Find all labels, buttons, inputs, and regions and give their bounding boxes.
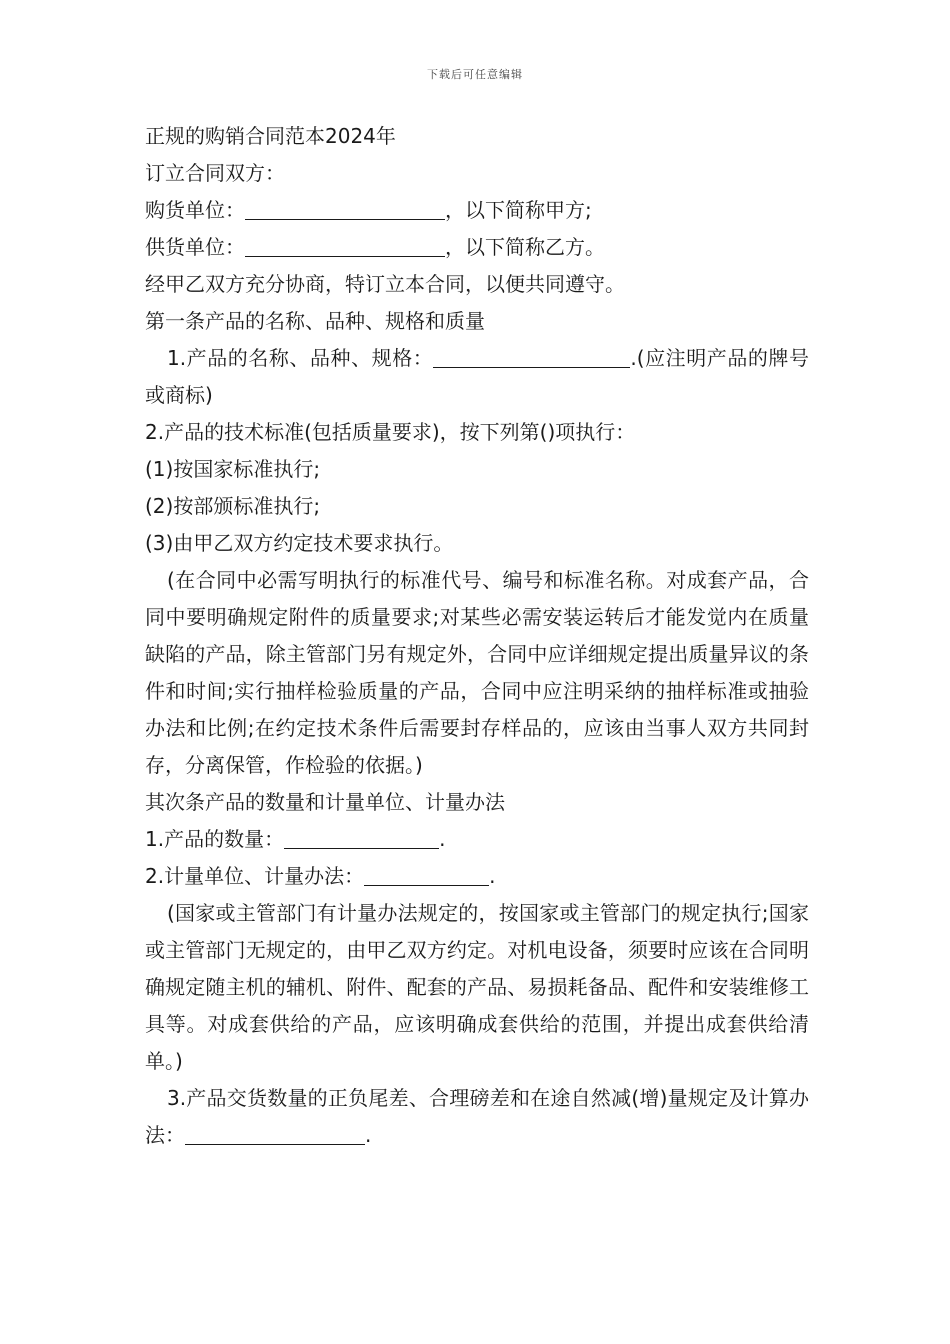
parties-heading: 订立合同双方：: [145, 161, 285, 185]
article-2-item-1-label: 1.产品的数量：: [145, 827, 285, 851]
buyer-line: [145, 192, 809, 229]
article-1-option-1: (1)按国家标准执行;: [145, 457, 321, 481]
article-1-item-1: [145, 340, 809, 414]
article-1-option-2: (2)按部颁标准执行;: [145, 494, 321, 518]
article-2-item-2: [145, 858, 809, 895]
contract-body: [145, 118, 809, 1154]
page-header-note: 下载后可任意编辑: [427, 68, 523, 81]
article-1-item-1-note: .(应注明产品的牌号或商标): [145, 346, 809, 407]
article-1-item-1-label: 1.产品的名称、品种、规格：: [167, 346, 434, 370]
article-1-option-3: (3)由甲乙双方约定技术要求执行。: [145, 531, 454, 555]
seller-line: [145, 229, 809, 266]
article-2-item-2-end: .: [489, 864, 496, 888]
article-2-heading: 其次条产品的数量和计量单位、计量办法: [145, 790, 505, 814]
article-2-item-2-label: 2.计量单位、计量办法：: [145, 864, 365, 888]
buyer-blank: [245, 197, 445, 220]
article-2-item-3-end: .: [365, 1123, 372, 1147]
seller-blank: [245, 234, 445, 257]
article-2-item-3: [145, 1080, 809, 1154]
article-1-heading: 第一条产品的名称、品种、规格和质量: [145, 309, 485, 333]
article-1-note: (在合同中必需写明执行的标准代号、编号和标准名称。对成套产品，合同中要明确规定附件的质量要求;对某些必需安装运转后才能发觉内在质量缺陷的产品，除主管部门另有规定外，合同中应详细规定提出质量异议的条件和时间;实行抽样检验质量的产品，合同中应注明采纳的抽样标准或抽验办法和比例;在约定技术条件后需要封存样品的，应该由当事人双方共同封存，分离保管，作检验的依据。): [145, 568, 809, 777]
seller-suffix: ，以下简称乙方。: [445, 235, 605, 259]
document-title: 正规的购销合同范本2024年: [145, 124, 396, 148]
article-2-note: (国家或主管部门有计量办法规定的，按国家或主管部门的规定执行;国家或主管部门无规定的，由甲乙双方约定。对机电设备，须要时应该在合同明确规定随主机的辅机、附件、配套的产品、易损耗备品、配件和安装维修工具等。对成套供给的产品，应该明确成套供给的范围，并提出成套供给清单。): [145, 901, 809, 1073]
tolerance-method-blank: [185, 1122, 365, 1145]
article-2-item-3-label: 3.产品交货数量的正负尾差、合理磅差和在途自然减(增)量规定及计算办法：: [145, 1086, 809, 1147]
unit-method-blank: [364, 863, 489, 886]
article-2-item-1: [145, 821, 809, 858]
article-1-item-2: 2.产品的技术标准(包括质量要求)，按下列第()项执行：: [145, 420, 636, 444]
buyer-suffix: ，以下简称甲方;: [445, 198, 592, 222]
article-2-item-1-end: .: [439, 827, 446, 851]
buyer-label: 购货单位：: [145, 198, 245, 222]
product-name-blank: [433, 345, 630, 368]
agreement-line: 经甲乙双方充分协商，特订立本合同，以便共同遵守。: [145, 272, 625, 296]
quantity-blank: [284, 826, 439, 849]
seller-label: 供货单位：: [145, 235, 245, 259]
